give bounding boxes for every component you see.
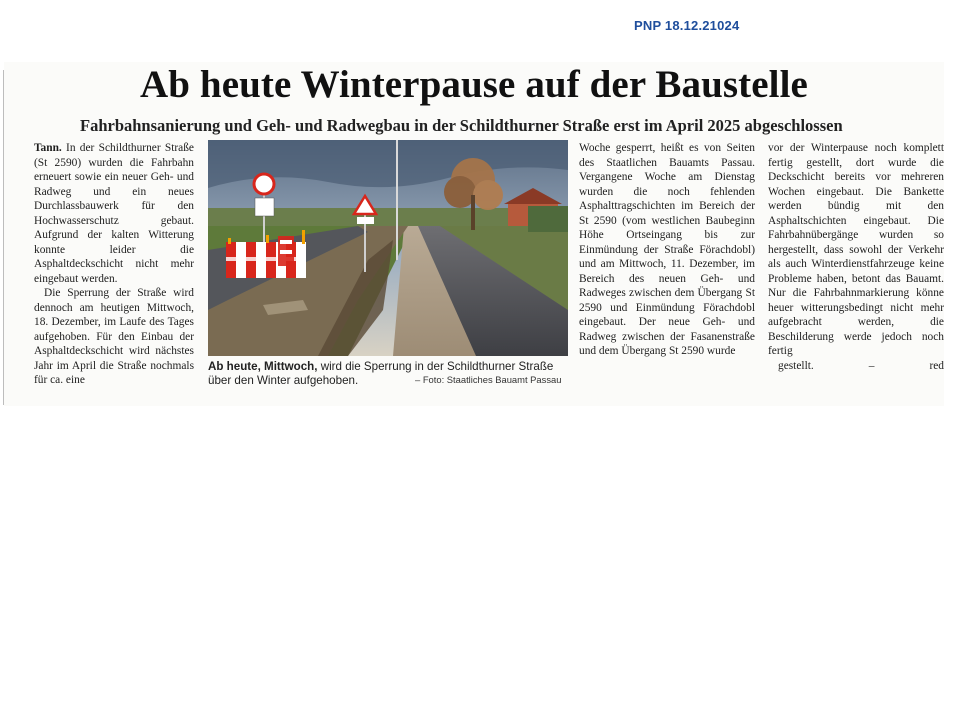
paragraph-3: Woche gesperrt, heißt es von Seiten des Staatlichen Bauamts Passau. Vergangene Woche am Dienstag wurden die noch fehlenden Asphalttragschichten im Bereich der St 2590 (vom westlichen Baubeginn Höhe Ortseingang bis zur Einmündung der Straße Förachdobl) und am Mittwoch, 11. Dezember, im Bereich des neuen Geh- und Radweges zwischen dem Übergang St 2590 und Einmündung Förachdobl eingebaut. Der neue Geh- und Radweg zwischen der Fasanenstraße und dem Übergang St 2590 wurde <box>579 142 755 357</box>
article-column-3 <box>579 141 755 359</box>
source-tag: PNP 18.12.21024 <box>634 18 740 33</box>
article-headline: Ab heute Winterpause auf der Baustelle <box>140 63 808 106</box>
road-construction-photo <box>208 140 568 356</box>
caption-text: wird die Sperrung in der Schildthurner Straße über den Winter aufgehoben. <box>208 360 554 387</box>
paragraph-4: vor der Winterpause noch komplett fertig gestellt, dort wurde die Deckschicht bereits vor mehreren Wochen eingebaut. Die Bankette werden bündig mit den Asphaltschichten eingebaut. Die Fahrbahnübergänge wurden so hergestellt, dass sowohl der Verkehr als auch Winterdienstfahrzeuge keine Probleme haben, betont das Bauamt. Nur die Fahrbahnmarkierung könne heuer witterungsbedingt nicht mehr aufgebracht werden, die Beschilderung werde jedoch noch fertig <box>768 142 944 357</box>
caption-lead: Ab heute, Mittwoch, <box>208 360 318 373</box>
paragraph-1 <box>34 141 194 286</box>
article-photo <box>208 140 568 356</box>
photo-credit: – Foto: Staatliches Bauamt Passau <box>415 374 562 385</box>
closing-word: gestellt. <box>778 359 814 372</box>
article-subheadline: Fahrbahnsanierung und Geh- und Radwegbau in der Schildthurner Straße erst im April 2025 abgeschlossen <box>80 116 843 135</box>
paragraph-1-text: In der Schildthurner Straße (St 2590) wurden die Fahrbahn erneuert sowie ein neuer Geh- und Radweg und ein neues Durchlassbauwerk für den Hochwasserschutz gebaut. Aufgrund der kalten Witterung konnte leider die Asphaltdeckschicht nicht mehr eingebaut werden. <box>34 142 194 285</box>
article-column-1 <box>34 141 194 388</box>
signature-line <box>768 359 944 388</box>
article-column-4 <box>768 141 944 388</box>
paragraph-2: Die Sperrung der Straße wird dennoch am heutigen Mittwoch, 18. Dezember, im Laufe des Tages aufgehoben. Für den Einbau der Asphaltdeckschicht wird nächstes Jahr im April die Straße nochmals für ca. eine <box>34 287 194 386</box>
dateline: Tann. <box>34 142 62 154</box>
clipping-edge-rule <box>3 70 4 405</box>
author-signature: – red <box>868 359 944 372</box>
